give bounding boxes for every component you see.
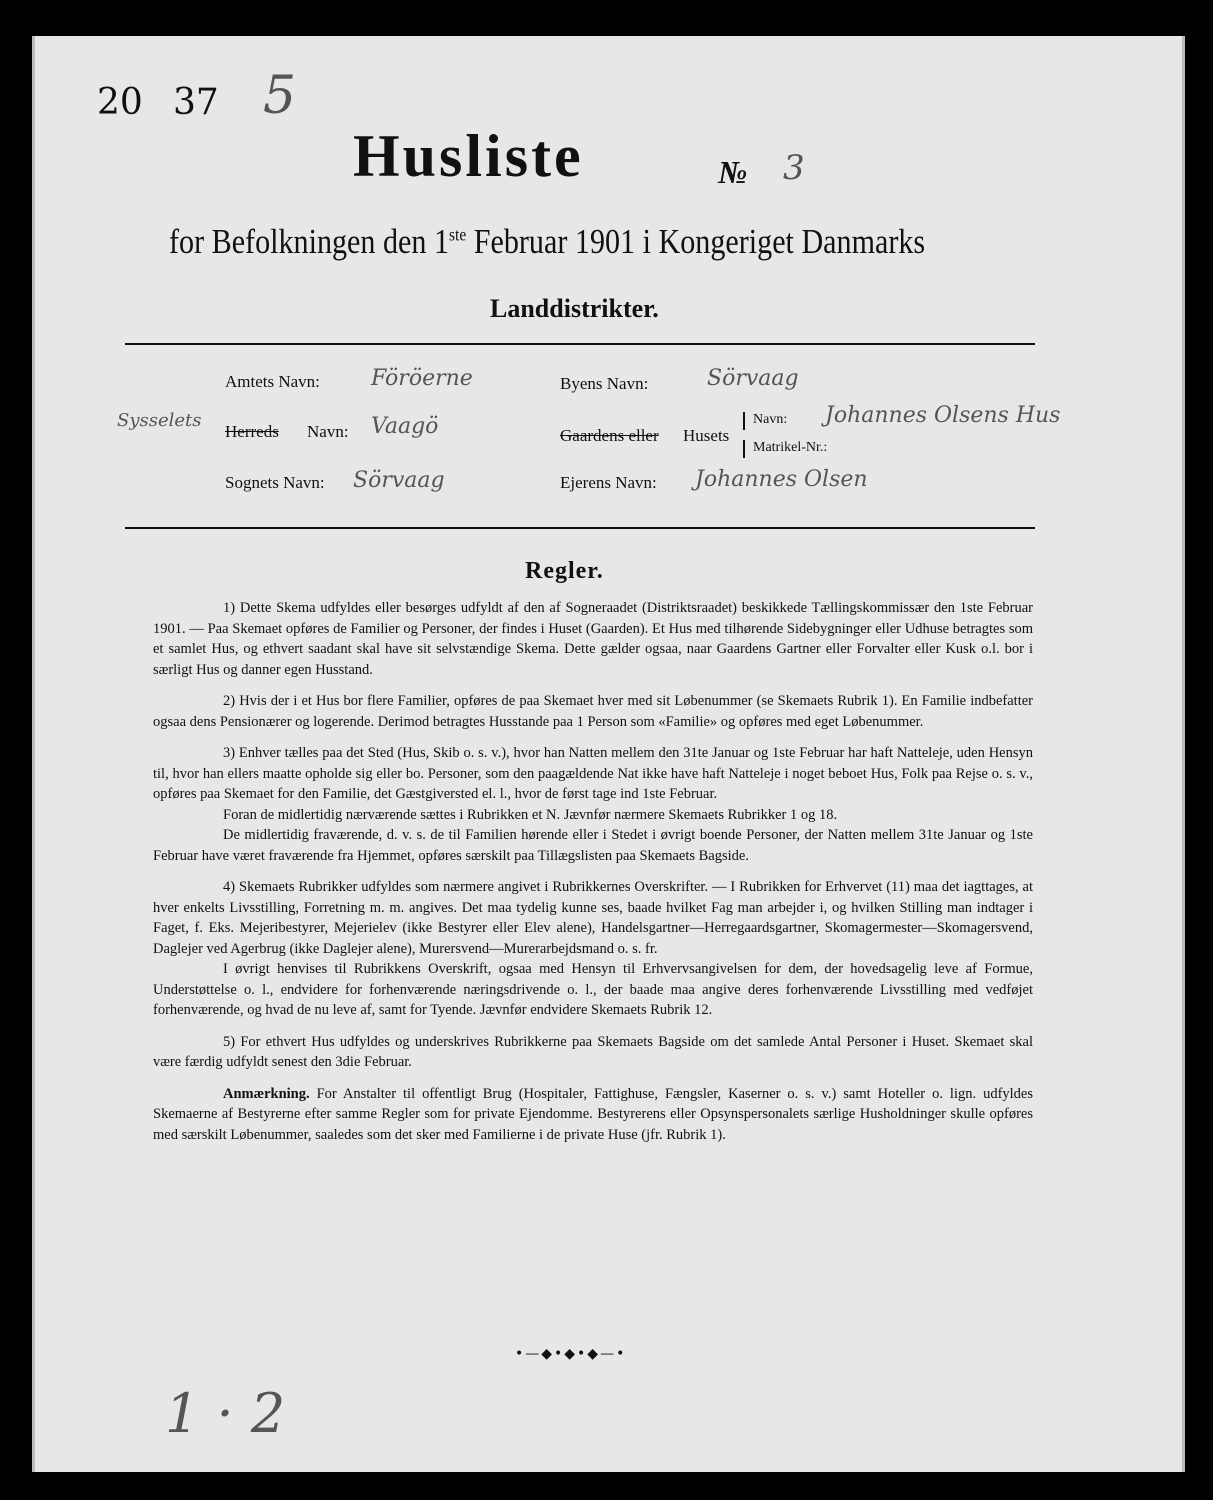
subtitle: for Befolkningen den 1ste Februar 1901 i Kongeriget Danmarks [169,222,926,261]
rule-3: 3) Enhver tælles paa det Sted (Hus, Skib o. s. v.), hvor han Natten mellem den 31te Januar og 1ste Februar har haft Natteleje, uden Hensyn til, hvor han ellers maatte opholde sig eller bo. Personer, som den paagældende Nat ikke have haft Natteleje i noget beboet Hus, Folk paa Rejse o. s. v., opføres paa Skemaet for den Familie, det Gæstgiversted el. l., hvor de først tage ind 1ste Februar. [153,745,1033,802]
census-form-page [32,36,1185,1472]
remark-label: Anmærkning. [223,1085,310,1102]
top-divider [125,343,1035,345]
amt-label: Amtets Navn: [225,372,320,391]
by-label: Byens Navn: [560,374,649,393]
rules-heading: Regler. [525,558,604,584]
sogn-label: Sognets Navn: [225,473,325,492]
margin-note: Sysselets [117,410,202,431]
numero-sign: № [718,154,748,190]
huset-label: Husets [683,426,730,445]
district-type: Landdistrikter. [490,294,659,323]
navn-value: Johannes Olsens Hus [825,403,1061,428]
rule-4: 4) Skemaets Rubrikker udfyldes som nærmere angivet i Rubrikkernes Overskrifter. — I Rubrikken for Erhvervet (11) maa det iagttages, at hver enkelts Livsstilling, Forretning m. m. angives. Det maa tydelig kunne ses, baade hvilket Fag man arbejder i, og hvilken Stilling man indtager i Faget, f. Eks. Mejeribestyrer, Mejerielev (ikke Bestyrer eller Elev alene), Handelsgartner—Herregaardsgartner, Skomagermester—Skomagersvend, Daglejer ved Agerbrug (ikke Daglejer alene), Murersvend—Murerarbejdsmand o. s. fr. [153,879,1033,957]
rule-2: 2) Hvis der i et Hus bor flere Familier, opføres de paa Skemaet hver med sit Løbenummer (se Skemaets Rubrik 1). En Familie indbefatter ogsaa dens Pensionærer og logerende. Derimod betragtes Husstande paa 1 Person som «Familie» og opføres med eget Løbenummer. [153,693,1033,730]
brace-bottom [743,440,745,458]
rule-5: 5) For ethvert Hus udfyldes og underskrives Rubrikkerne paa Skemaets Bagside om det samlede Antal Personer i Huset. Skemaet skal være færdig udfyldt senest den 3die Februar. [153,1033,1033,1070]
rule-3-para-3: De midlertidig fraværende, d. v. s. de til Familien hørende eller i Stedet i øvrigt boende Personer, der Natten mellem 31te Januar og 1ste Februar have været fraværende fra Hjemmet, opføres særskilt paa Tillægslisten paa Skemaets Bagside. [153,827,1033,864]
remark-text: For Anstalter til offentligt Brug (Hospitaler, Fattighuse, Fængsler, Kaserner o. s. v.) samt Hoteller o. lign. udfyldes Skemaerne af Bestyrerne efter samme Regler som for private Ejendomme. Bestyrerens eller Opsynspersonalets særlige Husholdninger skulle opføres med særskilt Løbenummer, saaledes som det sker med Familierne i de private Huse (jfr. Rubrik 1). [153,1085,1033,1143]
margin-ref-2: 37 [173,82,219,123]
margin-ref-handwritten: 5 [263,66,297,126]
gaard-struck: Gaardens eller [560,426,659,445]
margin-ref-1: 20 [97,82,143,123]
herred-value: Vaagö [371,414,439,439]
herred-label: Navn: [307,422,349,441]
brace-top [743,412,745,430]
list-number: 3 [783,148,805,188]
navn-label: Navn: [753,412,788,427]
by-value: Sörvaag [707,366,799,391]
ejer-label: Ejerens Navn: [560,473,657,492]
sogn-value: Sörvaag [353,468,445,493]
ejer-value: Johannes Olsen [695,467,868,492]
herred-struck: Herreds [225,422,279,441]
amt-value: Föröerne [371,366,473,391]
page-title: Husliste [353,123,584,189]
ornament-divider: •—◆•◆•◆—• [515,1346,627,1362]
rule-1: 1) Dette Skema udfyldes eller besørges udfyldt af den af Sogneraadet (Distriktsraadet) beskikkede Tællingskommissær den 1ste Februar 1901. — Paa Skemaet opføres de Familier og Personer, der findes i Huset (Gaarden). Et Hus med tilhørende Sidebygninger eller Udhuse betragtes som et samlet Hus, og ethvert saadant skal have sit selvstændige Skema. Dette gælder ogsaa, naar Gaardens Gartner eller Forvalter eller Kusk o.l. bor i særligt Hus og danner egen Husstand. [153,600,1033,678]
matrikel-label: Matrikel-Nr.: [753,440,828,455]
rules-body [153,598,1033,1156]
remark [153,1084,1033,1146]
footer-handwritten: 1 · 2 [165,1382,286,1445]
bottom-divider [125,527,1035,529]
rule-4-para-2: I øvrigt henvises til Rubrikkens Overskrift, ogsaa med Hensyn til Erhvervsangivelsen for dem, der hovedsagelig leve af Formue, Understøttelse o. l., endvidere for forhenværende næringsdrivende o. l., der baade maa angive deres forhenværende Livsstilling med vedføjet forhenværende, og hvad de nu leve af, samt for Tyende. Jævnfør endvidere Skemaets Rubrik 12. [153,961,1033,1018]
rule-3-para-2: Foran de midlertidig nærværende sættes i Rubrikken et N. Jævnfør nærmere Skemaets Rubrikker 1 og 18. [223,806,838,823]
